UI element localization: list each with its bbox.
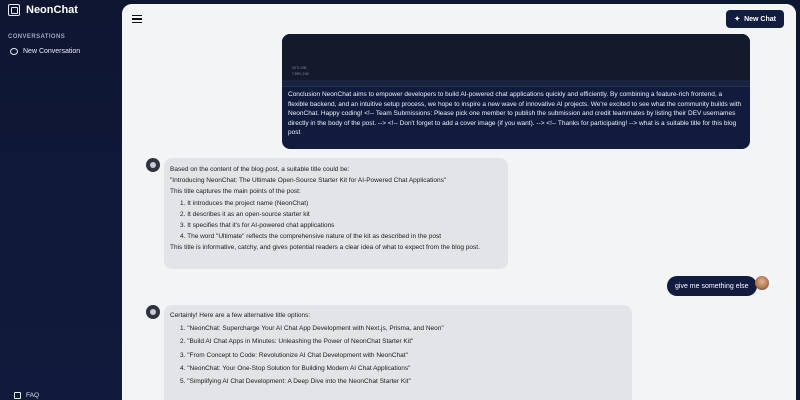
list-item: 1. It introduces the project name (NeonChat) [180,199,309,207]
list-item: 4. The word "Ultimate" reflects the comprehensive nature of the kit as described in the post [180,233,442,241]
screenshot-line: TIMELINE [292,73,309,77]
faq-label: FAQ [26,392,40,399]
chat-bubble-icon [10,48,18,55]
list-item: 1. "NeonChat: Supercharge Your AI Chat App Development with Next.js, Prisma, and Neon" [180,325,444,333]
user-avatar [755,276,769,290]
top-bar [122,4,796,36]
list-item: 3. "From Concept to Code: Revolutionize AI Chat Development with NeonChat" [180,351,408,359]
message-line: Certainly! Here are a few alternative title options: [170,312,311,319]
user-message [667,276,757,296]
list-item: 2. "Build AI Chat Apps in Minutes: Unleashing the Power of NeonChat Starter Kit" [180,338,414,346]
sidebar-item-label: New Conversation [23,48,81,55]
assistant-avatar [146,158,160,172]
sidebar [0,0,122,400]
message-line: This title is informative, catchy, and gives potential readers a clear idea of what to expect from the blog post. [170,244,480,252]
user-message-text: give me something else [675,282,749,290]
sidebar-item-new-conversation[interactable] [10,48,80,55]
chat-panel [122,4,796,400]
app-name: NeonChat [26,4,78,16]
logo-icon [8,4,20,16]
menu-icon[interactable] [132,15,142,23]
brand[interactable] [8,4,78,16]
message-line: This title captures the main points of the post: [170,188,301,196]
user-message-text: Conclusion NeonChat aims to empower developers to build AI-powered chat applications quickly and efficiently. By combining a feature-rich frontend, a flexible backend, and an intuitive setup process, we hope to inspire a new wave of innovative AI projects. We're excited to see what the community builds with NeonChat. Happy coding! <!-- Team Submissions: Please pick one member to publish the submission and credit teammates by listing their DEV usernames directly in the body of the post. --> <!-- Don't forget to add a cover image (if you want). --> <!-- Thanks for participating! --> what is a suitable title for this blog post [288,91,742,137]
assistant-avatar [146,305,160,319]
list-item: 4. "NeonChat: Your One-Stop Solution for Building Modern AI Chat Applications" [180,364,411,372]
list-item: 3. It specifies that it's for AI-powered chat applications [180,222,335,230]
message-list [170,323,626,387]
new-chat-label: New Chat [744,15,776,23]
attached-screenshot [282,34,750,87]
faq-icon [14,392,21,399]
assistant-message [164,305,632,400]
message-list [170,198,502,243]
assistant-message [164,158,508,269]
list-item: 2. It describes it as an open-source starter kit [180,210,310,218]
screenshot-status-bar [282,80,750,86]
faq-link[interactable] [14,392,39,399]
conversations-heading: CONVERSATIONS [8,34,66,40]
message-line: "Introducing NeonChat: The Ultimate Open-Source Starter Kit for AI-Powered Chat Applications" [170,177,447,185]
user-message [282,34,750,149]
sparkle-icon: ✦ [734,16,741,23]
screenshot-line: OUTLINE [292,67,307,71]
message-line: Based on the content of the blog post, a suitable title could be: [170,166,350,173]
list-item: 5. "Simplifying AI Chat Development: A Deep Dive into the NeonChat Starter Kit" [180,378,411,386]
new-chat-button[interactable] [726,10,784,28]
